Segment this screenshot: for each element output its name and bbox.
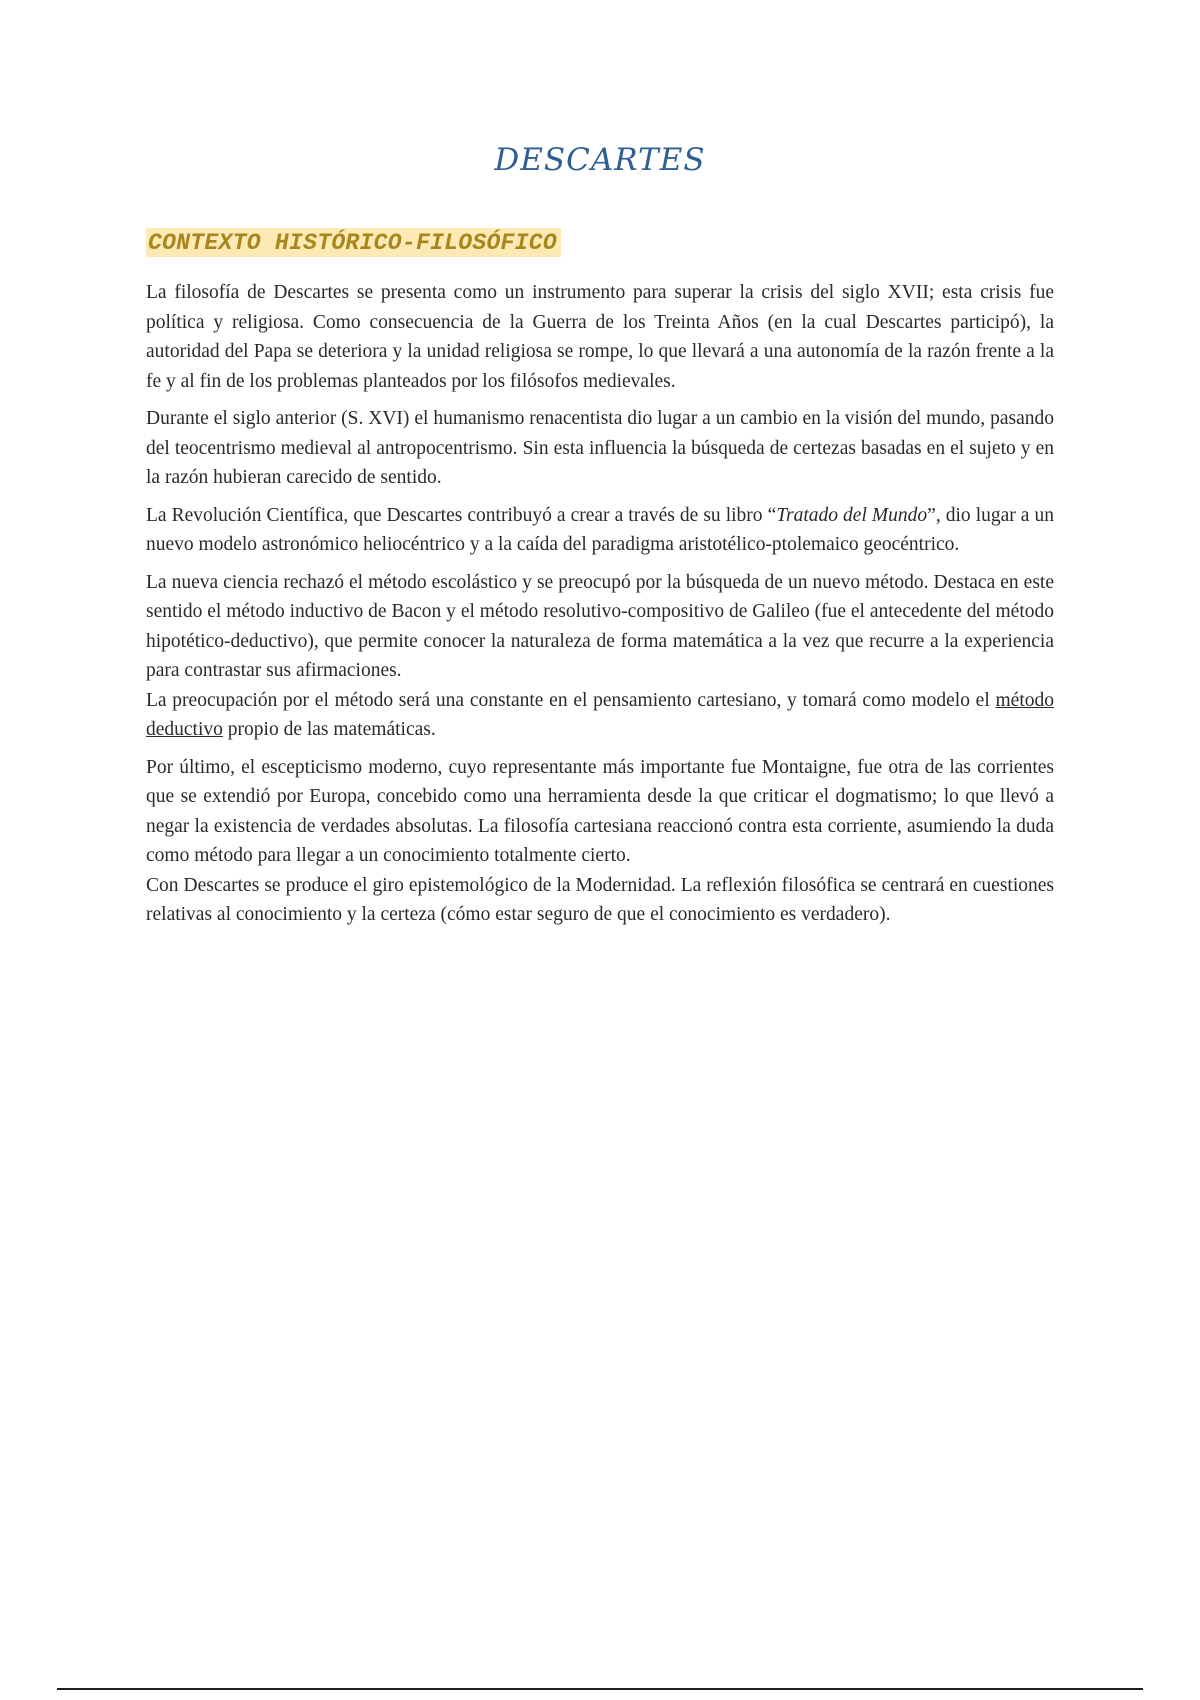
paragraph-scientific-revolution — [146, 501, 1054, 560]
section-heading: CONTEXTO HISTÓRICO-FILOSÓFICO — [146, 228, 561, 257]
method-text-start: La preocupación por el método será una constante en el pensamiento cartesiano, y tomará como modelo el — [146, 689, 996, 711]
paragraph-humanism: Durante el siglo anterior (S. XVI) el humanismo renacentista dio lugar a un cambio en la visión del mundo, pasando del teocentrismo medieval al antropocentrismo. Sin esta influencia la búsqueda de certezas basadas en el sujeto y en la razón hubieran carecido de sentido. — [146, 408, 1054, 488]
method-text-end: propio de las matemáticas. — [222, 719, 436, 740]
footer-rule — [57, 1688, 1143, 1690]
paragraph-method — [146, 686, 1054, 745]
scientific-revolution-text-end: ”, dio lugar a un nuevo modelo astronómico heliocéntrico y a la caída del paradigma aristotélico-ptolemaico geocéntrico. — [146, 504, 1055, 555]
document-title: DESCARTES — [494, 142, 706, 178]
body-text — [146, 278, 1054, 938]
paragraph-new-science: La nueva ciencia rechazó el método escolástico y se preocupó por la búsqueda de un nuevo método. Destaca en este sentido el método inductivo de Bacon y el método resolutivo-compositivo de Galileo (fue el antecedente del método hipotético-deductivo), que permite conocer la naturaleza de forma matemática a la vez que recurre a la experiencia para contrastar sus afirmaciones. — [146, 571, 1054, 681]
paragraph-epistemological-turn: Con Descartes se produce el giro epistemológico de la Modernidad. La reflexión filosófica se centrará en cuestiones relativas al conocimiento y la certeza (cómo estar seguro de que el conocimiento es verdadero). — [146, 874, 1054, 925]
paragraph-skepticism: Por último, el escepticismo moderno, cuyo representante más importante fue Montaigne, fue otra de las corrientes que se extendió por Europa, concebido como una herramienta desde la que criticar el dogmatismo; lo que llevó a negar la existencia de verdades absolutas. La filosofía cartesiana reaccionó contra esta corriente, asumiendo la duda como método para llegar a un conocimiento totalmente cierto. — [146, 756, 1054, 866]
scientific-revolution-text-start: La Revolución Científica, que Descartes contribuyó a crear a través de su libro “ — [146, 504, 777, 526]
deductive-method-term: método deductivo — [146, 689, 1054, 740]
paragraph-crisis: La filosofía de Descartes se presenta como un instrumento para superar la crisis del siglo XVII; esta crisis fue política y religiosa. Como consecuencia de la Guerra de los Treinta Años (en la cual Descartes participó), la autoridad del Papa se deteriora y la unidad religiosa se rompe, lo que llevará a una autonomía de la razón frente a la fe y al fin de los problemas planteados por los filósofos medievales. — [146, 282, 1054, 392]
book-title: Tratado del Mundo — [776, 504, 928, 526]
